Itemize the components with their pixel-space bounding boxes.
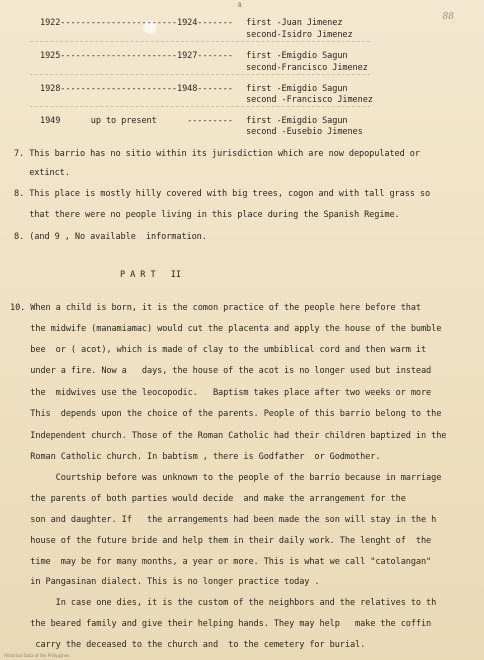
p10-line-6: This depends upon the choice of the parents. People of this barrio belong to the (10, 409, 442, 419)
item-8-line-2: that there were no people living in this place during the Spanish Regime. (14, 210, 400, 220)
footer-note: Historical Data of the Philippines (4, 653, 70, 658)
official-second-1: second-Isidro Jimenez (246, 30, 353, 40)
official-second-3: second -Francisco Jimenez (246, 95, 373, 105)
official-years-1: 1922-----------------------1924------- (40, 18, 233, 28)
divider-1 (30, 41, 370, 42)
p10-line-3: bee or ( acot), which is made of clay to the umbiblical cord and then warm it (10, 345, 427, 355)
official-first-2: first -Emigdio Sagun (246, 51, 348, 61)
courtship-line-1: Courtship before was unknown to the people of the barrio because in marriage (10, 473, 442, 483)
official-second-2: second-Francisco Jimenez (246, 63, 368, 73)
p10-line-2: the midwife (manamiamac) would cut the placenta and apply the house of the bumble (10, 324, 442, 334)
death-line-1: In case one dies, it is the custom of the neighbors and the relatives to th (10, 598, 437, 608)
official-years-4: 1949 up to present --------- (40, 116, 233, 126)
official-first-3: first -Emigdio Sagun (246, 84, 348, 94)
courtship-line-4: house of the future bride and help them in their daily work. The lenght of the (10, 536, 432, 546)
official-years-2: 1925-----------------------1927------- (40, 51, 233, 61)
item-7-line-2: extinct. (14, 168, 70, 178)
courtship-line-6: in Pangasinan dialect. This is no longer practice today . (10, 577, 320, 587)
courtship-line-3: son and daughter. If the arrangements had been made the son will stay in the h (10, 515, 437, 525)
page-number: 88 (442, 12, 454, 22)
p10-line-1: 10. When a child is born, it is the comon practice of the people here before that (10, 303, 421, 313)
official-years-3: 1928-----------------------1948------- (40, 84, 233, 94)
death-line-3: carry the deceased to the church and to the cemetery for burial. (10, 640, 366, 650)
item-8-line-1: 8. This place is mostly hilly covered with big trees, cogon and with tall grass so (14, 189, 431, 199)
p10-line-7: Independent church. Those of the Roman Catholic had their children baptized in the (10, 431, 447, 441)
official-first-1: first -Juan Jimenez (246, 18, 343, 28)
p10-line-4: under a fire. Now a days, the house of the acot is no longer used but instead (10, 366, 432, 376)
divider-2 (30, 74, 370, 75)
p10-line-5: the midwives use the leocopodic. Baptism takes place after two weeks or more (10, 388, 432, 398)
p10-line-8: Roman Catholic church. In babtism , there is Godfather or Godmother. (10, 452, 381, 462)
courtship-line-2: the parents of both parties would decide and make the arrangement for the (10, 494, 406, 504)
death-line-2: the beared family and give their helping hands. They may help make the coffin (10, 619, 432, 629)
item-8-9-line: 8. (and 9 , No available information. (14, 232, 207, 242)
divider-3 (30, 106, 370, 107)
official-second-4: second -Eusebio Jimenes (246, 127, 363, 137)
official-first-4: first -Emigdio Sagun (246, 116, 348, 126)
item-7-line-1: 7. This barrio has no sitio within its jurisdiction which are now depopulated or (14, 149, 420, 159)
courtship-line-5: time may be for many months, a year or more. This is what we call "catolangan" (10, 557, 432, 567)
part-heading: P A R T II (120, 270, 181, 280)
top-mark: 8 (238, 2, 242, 9)
